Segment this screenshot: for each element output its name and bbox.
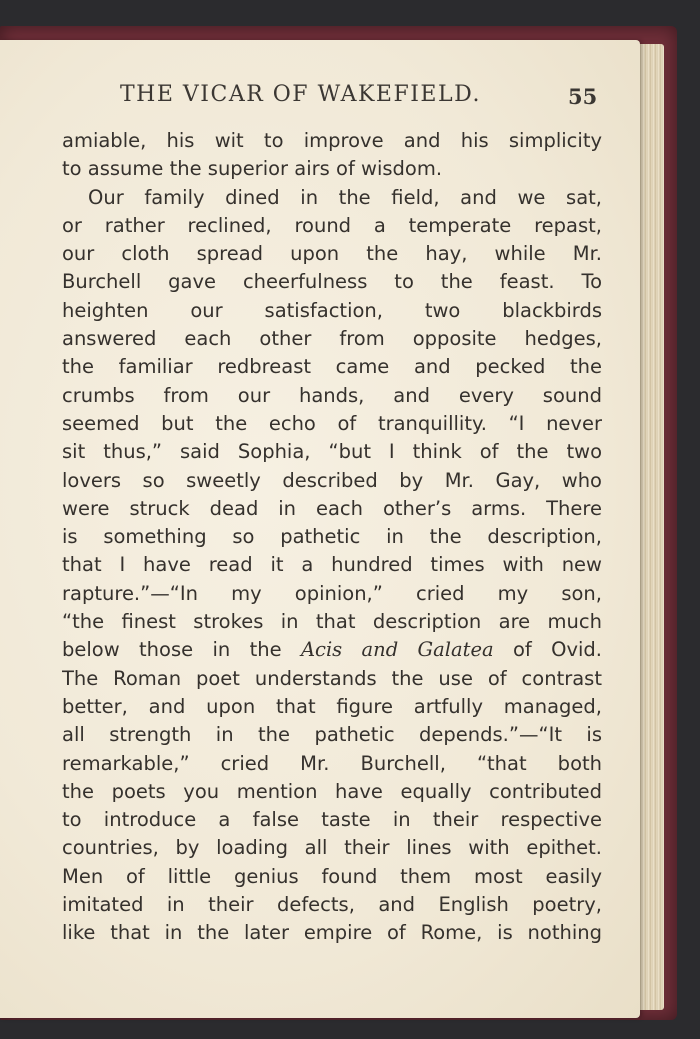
text-line: better, and upon that figure artfully managed, (62, 694, 602, 718)
page-header (0, 82, 640, 112)
body-text (62, 127, 602, 948)
text-line: to assume the superior airs of wisdom. (62, 157, 443, 181)
text-line: heighten our satisfaction, two blackbirds (62, 298, 602, 322)
page-number: 55 (568, 84, 598, 109)
text-line: the familiar redbreast came and pecked the (62, 355, 602, 379)
text-line: Our family dined in the field, and we sat, (88, 185, 602, 209)
text-line: countries, by loading all their lines with epithet. (62, 836, 602, 860)
text-line: amiable, his wit to improve and his simplicity (62, 129, 602, 152)
text-line: lovers so sweetly described by Mr. Gay, who (62, 468, 602, 492)
text-line: rapture.”—“In my opinion,” cried my son, (62, 581, 602, 605)
text-segment: of Ovid. (493, 638, 602, 662)
text-line: the poets you mention have equally contributed (62, 779, 602, 803)
text-line: our cloth spread upon the hay, while Mr. (62, 242, 602, 266)
text-line: all strength in the pathetic depends.”—“It is (62, 723, 602, 747)
text-line: “the finest strokes in that description are much (62, 610, 602, 634)
text-line: crumbs from our hands, and every sound (62, 383, 602, 407)
text-line: were struck dead in each other’s arms. There (62, 496, 602, 520)
text-line: that I have read it a hundred times with new (62, 553, 602, 577)
text-line (62, 636, 602, 664)
text-line: seemed but the echo of tranquillity. “I never (62, 411, 602, 435)
text-line: to introduce a false taste in their respective (62, 808, 602, 832)
text-line: imitated in their defects, and English poetry, (62, 893, 602, 917)
text-line: Men of little genius found them most easily (62, 864, 602, 888)
text-line: answered each other from opposite hedges, (62, 327, 602, 351)
running-head: THE VICAR OF WAKEFIELD. (120, 82, 481, 107)
text-line: remarkable,” cried Mr. Burchell, “that both (62, 751, 602, 775)
text-line: like that in the later empire of Rome, is nothing (62, 921, 602, 945)
text-line: or rather reclined, round a temperate repast, (62, 213, 602, 237)
text-line: sit thus,” said Sophia, “but I think of the two (62, 440, 602, 464)
text-segment: below those in the (62, 638, 301, 662)
text-line: The Roman poet understands the use of contrast (62, 666, 602, 690)
text-line: is something so pathetic in the description, (62, 525, 602, 549)
text-line: Burchell gave cheerfulness to the feast. To (62, 270, 602, 294)
italic-title: Acis and Galatea (300, 638, 494, 662)
